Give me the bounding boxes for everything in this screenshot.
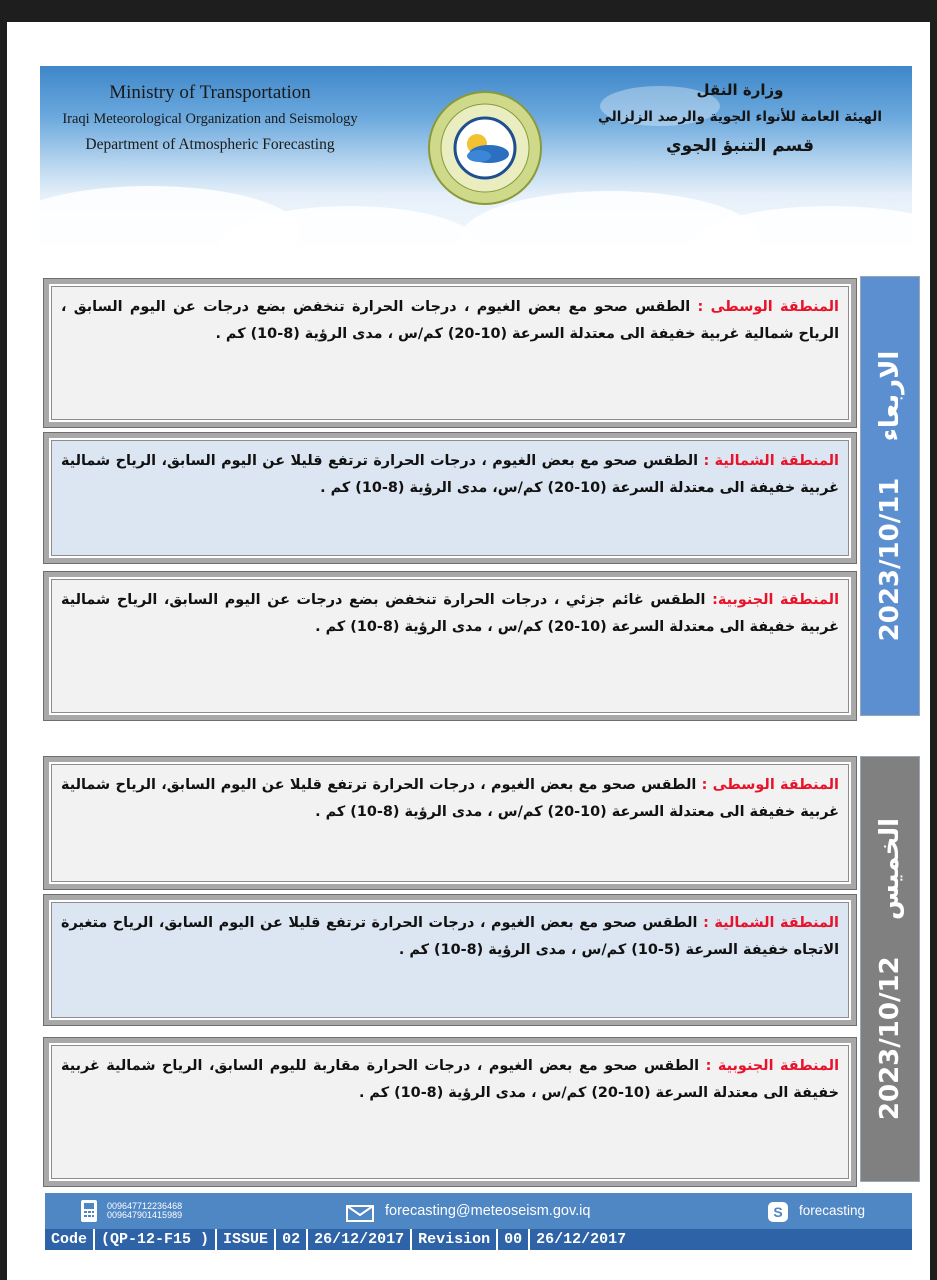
day-label-2: [875, 818, 905, 1120]
day-sidebar-2: [860, 756, 920, 1182]
header-arabic: [580, 76, 900, 162]
forecast-text: [61, 772, 839, 826]
forecast-panel-north-1: [44, 433, 856, 563]
forecast-text: [61, 1053, 839, 1107]
organization-name-ar: الهيئة العامة للأنواء الجوية والرصد الزلزالي: [597, 109, 883, 125]
day-weekday-2: الخميس: [875, 817, 905, 921]
document-code-bar: [45, 1229, 912, 1250]
forecast-panel-south-2: [44, 1038, 856, 1186]
ministry-name-en: Ministry of Transportation: [109, 82, 311, 103]
phone-number-1[interactable]: 009647712236468: [107, 1201, 183, 1211]
region-forecast: الطقس صحو مع بعض الغيوم ، درجات الحرارة مقاربة لليوم السابق، الرياح شمالية غربية خفيفة الى معتدلة السرعة (10-20) كم/س ، مدى الرؤية (8-10) كم .: [61, 1058, 839, 1101]
header-english: [40, 80, 380, 158]
skype-icon: S: [768, 1202, 788, 1222]
code-cell: 26/12/2017: [308, 1229, 412, 1250]
forecast-panel-north-2: [44, 895, 856, 1025]
region-forecast: الطقس صحو مع بعض الغيوم ، درجات الحرارة ترتفع قليلا عن اليوم السابق، الرياح شمالية غربية خفيفة الى معتدلة السرعة (10-20) كم/س ، مدى الرؤية (8-10) كم .: [61, 777, 839, 820]
skype-handle[interactable]: forecasting: [799, 1203, 866, 1218]
day-weekday-1: الاربعاء: [875, 350, 905, 442]
code-cell: 00: [498, 1229, 530, 1250]
forecast-panel-central-2: [44, 757, 856, 889]
region-name: المنطقة الجنوبية :: [705, 1058, 839, 1074]
code-cell: Code: [45, 1229, 95, 1250]
code-cell: (QP-12-F15 ): [95, 1229, 217, 1250]
email-link[interactable]: forecasting@meteoseism.gov.iq: [385, 1203, 591, 1219]
region-forecast: الطقس صحو مع بعض الغيوم ، درجات الحرارة ترتفع قليلا عن اليوم السابق، الرياح متغيرة الاتجاه خفيفة السرعة (5-10) كم/س ، مدى الرؤية (8-10) كم .: [61, 915, 839, 958]
contact-bar: [45, 1193, 912, 1229]
region-name: المنطقة الجنوبية:: [712, 592, 840, 608]
region-name: المنطقة الوسطى :: [701, 777, 839, 793]
ministry-name-ar: وزارة النقل: [696, 81, 784, 99]
code-cell: ISSUE: [217, 1229, 276, 1250]
day-date-1: 2023/10/11: [875, 477, 905, 642]
forecast-text: [61, 448, 839, 502]
envelope-icon: [346, 1205, 374, 1222]
forecast-text: [61, 910, 839, 964]
day-label-1: [875, 351, 905, 642]
code-cell: 26/12/2017: [536, 1231, 627, 1248]
forecast-panel-south-1: [44, 572, 856, 720]
phone-numbers: [107, 1202, 182, 1220]
organization-logo: [427, 90, 543, 206]
phone-icon: [79, 1199, 99, 1223]
region-forecast: الطقس صحو مع بعض الغيوم ، درجات الحرارة ترتفع قليلا عن اليوم السابق، الرياح شمالية غربية خفيفة الى معتدلة السرعة (10-20) كم/س، مدى الرؤية (8-10) كم .: [61, 453, 839, 496]
region-forecast: الطقس صحو مع بعض الغيوم ، درجات الحرارة تنخفض بضع درجات عن اليوم السابق ، الرياح شمالية غربية خفيفة الى معتدلة السرعة (10-20) كم/س ، مدى الرؤية (8-10) كم .: [61, 299, 839, 342]
forecast-text: [61, 294, 839, 348]
region-forecast: الطقس غائم جزئي ، درجات الحرارة تنخفض بضع درجات عن اليوم السابق، الرياح شمالية غربية خفيفة الى معتدلة السرعة (10-20) كم/س ، مدى الرؤية (8-10) كم .: [61, 592, 839, 635]
header-banner: [40, 66, 912, 246]
department-name-en: Department of Atmospheric Forecasting: [85, 136, 335, 153]
forecast-panel-central-1: [44, 279, 856, 427]
region-name: المنطقة الشمالية :: [703, 915, 839, 931]
code-cell: Revision: [412, 1229, 498, 1250]
phone-number-2[interactable]: 009647901415989: [107, 1210, 183, 1220]
region-name: المنطقة الشمالية :: [703, 453, 839, 469]
code-cell: 02: [276, 1229, 308, 1250]
organization-name-en: Iraqi Meteorological Organization and Seismology: [62, 111, 358, 127]
day-date-2: 2023/10/12: [875, 956, 905, 1121]
forecast-text: [61, 587, 839, 641]
day-sidebar-1: [860, 276, 920, 716]
region-name: المنطقة الوسطى :: [697, 299, 839, 315]
department-name-ar: قسم التنبؤ الجوي: [666, 136, 814, 156]
